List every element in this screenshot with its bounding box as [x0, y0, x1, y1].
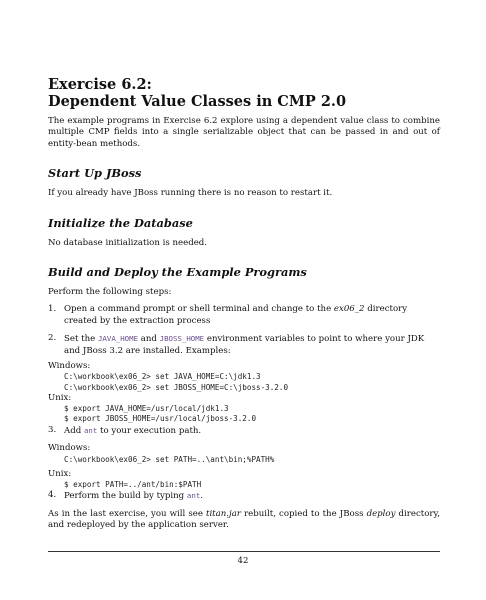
step-text: Add ant to your execution path.	[64, 425, 202, 436]
step-1	[48, 304, 440, 327]
step-number: 3.	[48, 424, 57, 435]
section-heading-start-up: Start Up JBoss	[48, 166, 142, 181]
directory-name: ex06_2	[333, 304, 365, 315]
windows-path-code: C:\workbook\ex06_2> set PATH=..\ant\bin;%PATH%	[64, 454, 275, 464]
ant-command: ant	[186, 491, 201, 501]
title-line-1: Exercise 6.2:	[48, 76, 152, 93]
title-line-2: Dependent Value Classes in CMP 2.0	[48, 93, 347, 110]
step-4	[48, 490, 440, 502]
step-number: 4.	[48, 490, 57, 501]
code-line: $ export JBOSS_HOME=/usr/local/jboss-3.2.0	[64, 414, 257, 424]
section-heading-build-deploy: Build and Deploy the Example Programs	[48, 265, 307, 280]
page-number: 42	[237, 556, 249, 566]
unix-code-block	[48, 404, 440, 424]
unix-label: Unix:	[48, 392, 72, 403]
windows-label-2: Windows:	[48, 443, 91, 454]
code-line: $ export JAVA_HOME=/usr/local/jdk1.3	[64, 404, 229, 414]
unix-label-2: Unix:	[48, 468, 72, 479]
closing-paragraph: As in the last exercise, you will see titan.jar rebuilt, copied to the JBoss deploy directory, and redeployed by the application server.	[48, 508, 440, 531]
ant-command: ant	[83, 425, 98, 435]
step-2	[48, 333, 440, 357]
initialize-text: No database initialization is needed.	[48, 237, 208, 248]
exercise-title	[48, 76, 440, 110]
step-text: Set the JAVA_HOME and JBOSS_HOME environment variables to point to where your JDK and JBoss 3.2 are installed. Examples:	[64, 334, 425, 356]
section-heading-initialize: Initialize the Database	[48, 215, 193, 230]
step-3	[48, 425, 440, 437]
unix-path-code: $ export PATH=../ant/bin:$PATH	[64, 480, 202, 490]
code-line: C:\workbook\ex06_2> set JAVA_HOME=C:\jdk1.3	[64, 372, 261, 382]
windows-code-block	[48, 372, 440, 392]
deploy-directory-name: deploy	[366, 508, 396, 519]
document-page	[48, 76, 440, 532]
step-number: 1.	[48, 304, 57, 315]
env-var-java-home: JAVA_HOME	[97, 334, 139, 344]
build-lead-text: Perform the following steps:	[48, 287, 172, 298]
jar-name: titan.jar	[205, 508, 241, 519]
code-line: C:\workbook\ex06_2> set JBOSS_HOME=C:\jboss-3.2.0	[64, 382, 289, 392]
footer-divider	[48, 551, 440, 552]
step-number: 2.	[48, 333, 57, 344]
step-text: Open a command prompt or shell terminal and change to the ex06_2 directory created by the extraction process	[64, 304, 408, 326]
env-var-jboss-home: JBOSS_HOME	[159, 334, 205, 344]
start-up-text: If you already have JBoss running there is no reason to restart it.	[48, 188, 333, 199]
intro-paragraph: The example programs in Exercise 6.2 explore using a dependent value class to combine multiple CMP fields into a single serializable object that can be passed in and out of entity-bean methods.	[48, 116, 440, 149]
step-text: Perform the build by typing ant.	[64, 491, 204, 502]
windows-label: Windows:	[48, 361, 91, 372]
